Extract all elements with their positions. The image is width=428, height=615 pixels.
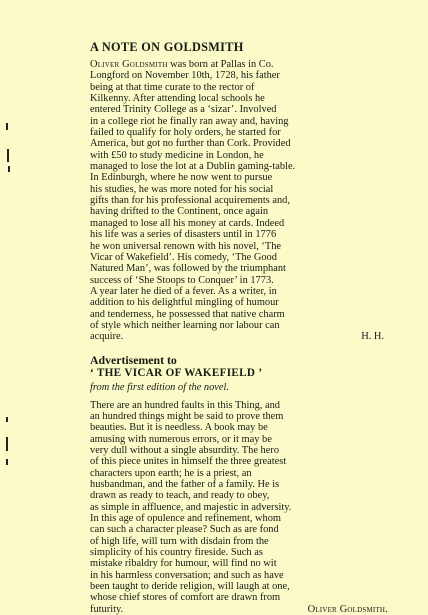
note-first-line-text: was born at Pallas in Co. xyxy=(167,59,274,70)
advert-line: very dull without a single absurdity. The hero xyxy=(90,444,280,456)
note-line: A year later he died of a fever. As a writer, in xyxy=(90,285,277,297)
advert-line: beauties. But it is needless. A book may be xyxy=(90,422,268,434)
advert-line: been taught to deride religion, will laugh at one, xyxy=(90,581,290,593)
note-line: in a college riot he finally ran away and, having xyxy=(90,115,289,127)
advert-last-line xyxy=(90,604,390,615)
note-line: addition to his delightful mingling of humour xyxy=(90,297,279,309)
advert-source: from the first edition of the novel. xyxy=(90,381,230,393)
edge-mark xyxy=(6,417,8,422)
note-line: America, but got no further than Cork. Provided xyxy=(90,138,291,150)
note-last-line-text: acquire. xyxy=(90,331,124,343)
advert-signature: Oliver Goldsmith. xyxy=(307,603,388,615)
advert-line: In this age of opulence and refinement, whom xyxy=(90,513,282,525)
note-line: his life was a series of disasters until in 1776 xyxy=(90,229,277,241)
note-line: Vicar of Wakefield’. His comedy, ‘The Good xyxy=(90,251,277,263)
edge-mark xyxy=(7,149,9,162)
advert-line: There are an hundred faults in this Thing, and xyxy=(90,399,280,411)
advert-line: of this piece unites in himself the three greatest xyxy=(90,456,287,468)
advert-line: of high life, will turn with disdain from the xyxy=(90,535,269,547)
note-line: having drifted to the Continent, once again xyxy=(90,206,269,218)
advert-line: characters upon earth; he is a priest, an xyxy=(90,467,252,479)
note-line: gifts than for his professional acquirements and, xyxy=(90,195,290,207)
note-line: he won universal renown with his novel, ‘The xyxy=(90,240,282,252)
note-line: being at that time curate to the rector of xyxy=(90,81,255,93)
edge-mark xyxy=(6,459,8,465)
note-line: with £50 to study medicine in London, he xyxy=(90,149,264,161)
edge-mark xyxy=(8,166,10,172)
advert-last-line-text: futurity. xyxy=(90,603,124,615)
advert-line: amusing with numerous errors, or it may be xyxy=(90,433,272,445)
advert-line: drawn as ready to teach, and ready to obey, xyxy=(90,490,270,502)
advert-line: husbandman, and the father of a family. He is xyxy=(90,479,280,490)
edge-mark xyxy=(6,123,8,130)
advert-line: an hundred things might be said to prove them xyxy=(90,410,284,422)
advert-line: in his harmless conversation; and such as have xyxy=(90,569,284,581)
note-last-line xyxy=(90,331,390,342)
note-line: In Edinburgh, where he now went to pursue xyxy=(90,172,273,184)
advert-line: whose chief stores of comfort are drawn from xyxy=(90,592,281,604)
note-line: entered Trinity College as a ‘sizar’. Involved xyxy=(90,104,277,116)
advert-line: mistake ribaldry for humour, will find no wit xyxy=(90,558,277,570)
note-line: failed to qualify for holy orders, he started for xyxy=(90,127,281,139)
note-line: managed to lose all his money at cards. Indeed xyxy=(90,217,285,229)
note-first-line xyxy=(90,59,390,70)
note-line: and tenderness, he possessed that native charm xyxy=(90,308,285,320)
section-gap xyxy=(90,343,390,354)
note-line: Natured Man’, was followed by the triumphant xyxy=(90,263,286,275)
advert-subtitle: ‘ THE VICAR OF WAKEFIELD ’ xyxy=(90,366,263,379)
author-name: Oliver Goldsmith xyxy=(90,59,168,70)
note-title: A NOTE ON GOLDSMITH xyxy=(90,40,244,54)
edge-mark xyxy=(6,437,8,451)
advert-line: as simple in affluence, and majestic in adversity. xyxy=(90,501,292,513)
advert-line: simplicity of his country fireside. Such as xyxy=(90,547,263,559)
note-signature: H. H. xyxy=(361,331,384,343)
note-line: Kilkenny. After attending local schools he xyxy=(90,93,265,105)
advert-title: Advertisement to xyxy=(90,352,177,367)
note-line: Longford on November 10th, 1728, his father xyxy=(90,70,280,82)
note-line: managed to lose the lot at a Dublin gaming-table. xyxy=(90,161,296,173)
note-line: of style which neither learning nor labour can xyxy=(90,319,280,331)
advert-line: can such a character please? Such as are fond xyxy=(90,524,279,536)
note-line: success of ‘She Stoops to Conquer’ in 1773. xyxy=(90,274,274,286)
text-column xyxy=(90,40,390,615)
note-line: his studies, he was more noted for his social xyxy=(90,183,274,195)
